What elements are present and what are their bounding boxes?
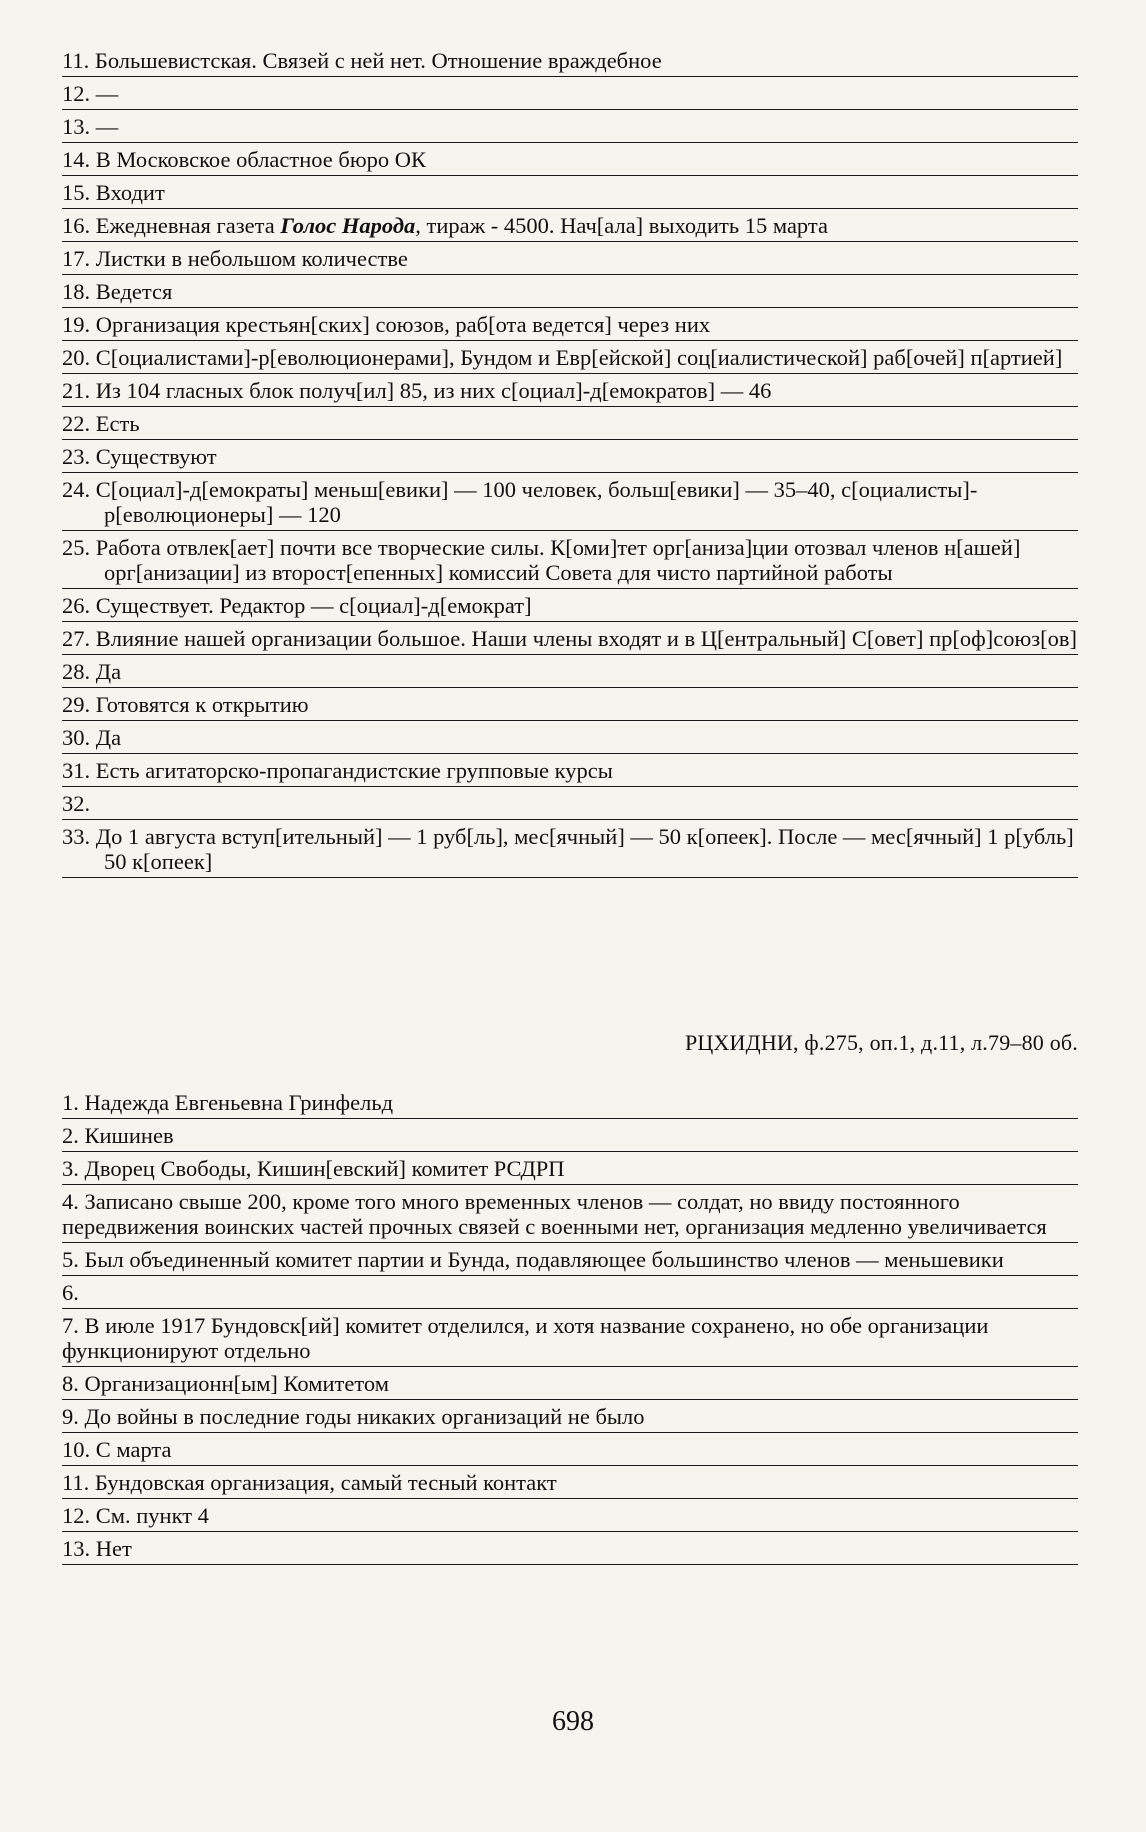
answer-row: 14. В Московское областное бюро ОК (62, 143, 1078, 176)
answer-row: 12. — (62, 77, 1078, 110)
answer-row: 10. С марта (62, 1433, 1078, 1466)
answer-row: 11. Большевистская. Связей с ней нет. Отношение враждебное (62, 44, 1078, 77)
answer-row: 24. С[оциал]-д[емократы] меньш[евики] — 100 человек, больш[евики] — 35–40, с[оциалисты]-р[еволюционеры] — 120 (62, 473, 1078, 531)
answer-row: 13. Нет (62, 1532, 1078, 1565)
answer-row: 23. Существуют (62, 440, 1078, 473)
answer-row: 13. — (62, 110, 1078, 143)
answer-row: 5. Был объединенный комитет партии и Бунда, подавляющее большинство членов — меньшевики (62, 1243, 1078, 1276)
answer-row: 29. Готовятся к открытию (62, 688, 1078, 721)
answer-row: 2. Кишинев (62, 1119, 1078, 1152)
answer-row: 25. Работа отвлек[ает] почти все творческие силы. К[оми]тет орг[аниза]ции отозвал членов н[ашей] орг[анизации] из второст[епенных] комиссий Совета для чисто партийной работы (62, 531, 1078, 589)
answer-row: 11. Бундовская организация, самый тесный контакт (62, 1466, 1078, 1499)
archive-source-reference: РЦХИДНИ, ф.275, оп.1, д.11, л.79–80 об. (684, 1030, 1078, 1055)
answer-row: 6. (62, 1276, 1078, 1309)
questionnaire-answers-second (62, 1086, 1078, 1565)
answer-row: 8. Организационн[ым] Комитетом (62, 1367, 1078, 1400)
answer-row: 19. Организация крестьян[ских] союзов, раб[ота ведется] через них (62, 308, 1078, 341)
answer-row: 32. (62, 787, 1078, 820)
answer-row: 7. В июле 1917 Бундовск[ий] комитет отделился, и хотя название сохранено, но обе организации функционируют отдельно (62, 1309, 1078, 1367)
answer-row: 16. Ежедневная газета Голос Народа, тираж - 4500. Нач[ала] выходить 15 марта (62, 209, 1078, 242)
answer-row: 22. Есть (62, 407, 1078, 440)
answer-row: 1. Надежда Евгеньевна Гринфельд (62, 1086, 1078, 1119)
answer-row: 28. Да (62, 655, 1078, 688)
answer-row: 17. Листки в небольшом количестве (62, 242, 1078, 275)
answer-row: 27. Влияние нашей организации большое. Наши члены входят и в Ц[ентральный] С[овет] пр[оф]союз[ов] (62, 622, 1078, 655)
answer-row: 15. Входит (62, 176, 1078, 209)
answer-row: 3. Дворец Свободы, Кишин[евский] комитет РСДРП (62, 1152, 1078, 1185)
answer-row: 26. Существует. Редактор — с[оциал]-д[емократ] (62, 589, 1078, 622)
page-number: 698 (552, 1706, 594, 1737)
answer-row: 18. Ведется (62, 275, 1078, 308)
answer-row: 20. С[оциалистами]-р[еволюционерами], Бундом и Евр[ейской] соц[иалистической] раб[очей] п[артией] (62, 341, 1078, 374)
answer-row: 31. Есть агитаторско-пропагандистские групповые курсы (62, 754, 1078, 787)
answer-row: 9. До войны в последние годы никаких организаций не было (62, 1400, 1078, 1433)
answer-row: 4. Записано свыше 200, кроме того много временных членов — солдат, но ввиду постоянного передвижения воинских частей прочных связей с военными нет, организация медленно увеличивается (62, 1185, 1078, 1243)
answer-row: 33. До 1 августа вступ[ительный] — 1 руб[ль], мес[ячный] — 50 к[опеек]. После — мес[ячный] 1 р[убль] 50 к[опеек] (62, 820, 1078, 878)
newspaper-title: Голос Народа (280, 213, 416, 238)
answer-row: 21. Из 104 гласных блок получ[ил] 85, из них с[оциал]-д[емократов] — 46 (62, 374, 1078, 407)
answer-row: 12. См. пункт 4 (62, 1499, 1078, 1532)
answer-row: 30. Да (62, 721, 1078, 754)
questionnaire-answers-first (62, 44, 1078, 878)
